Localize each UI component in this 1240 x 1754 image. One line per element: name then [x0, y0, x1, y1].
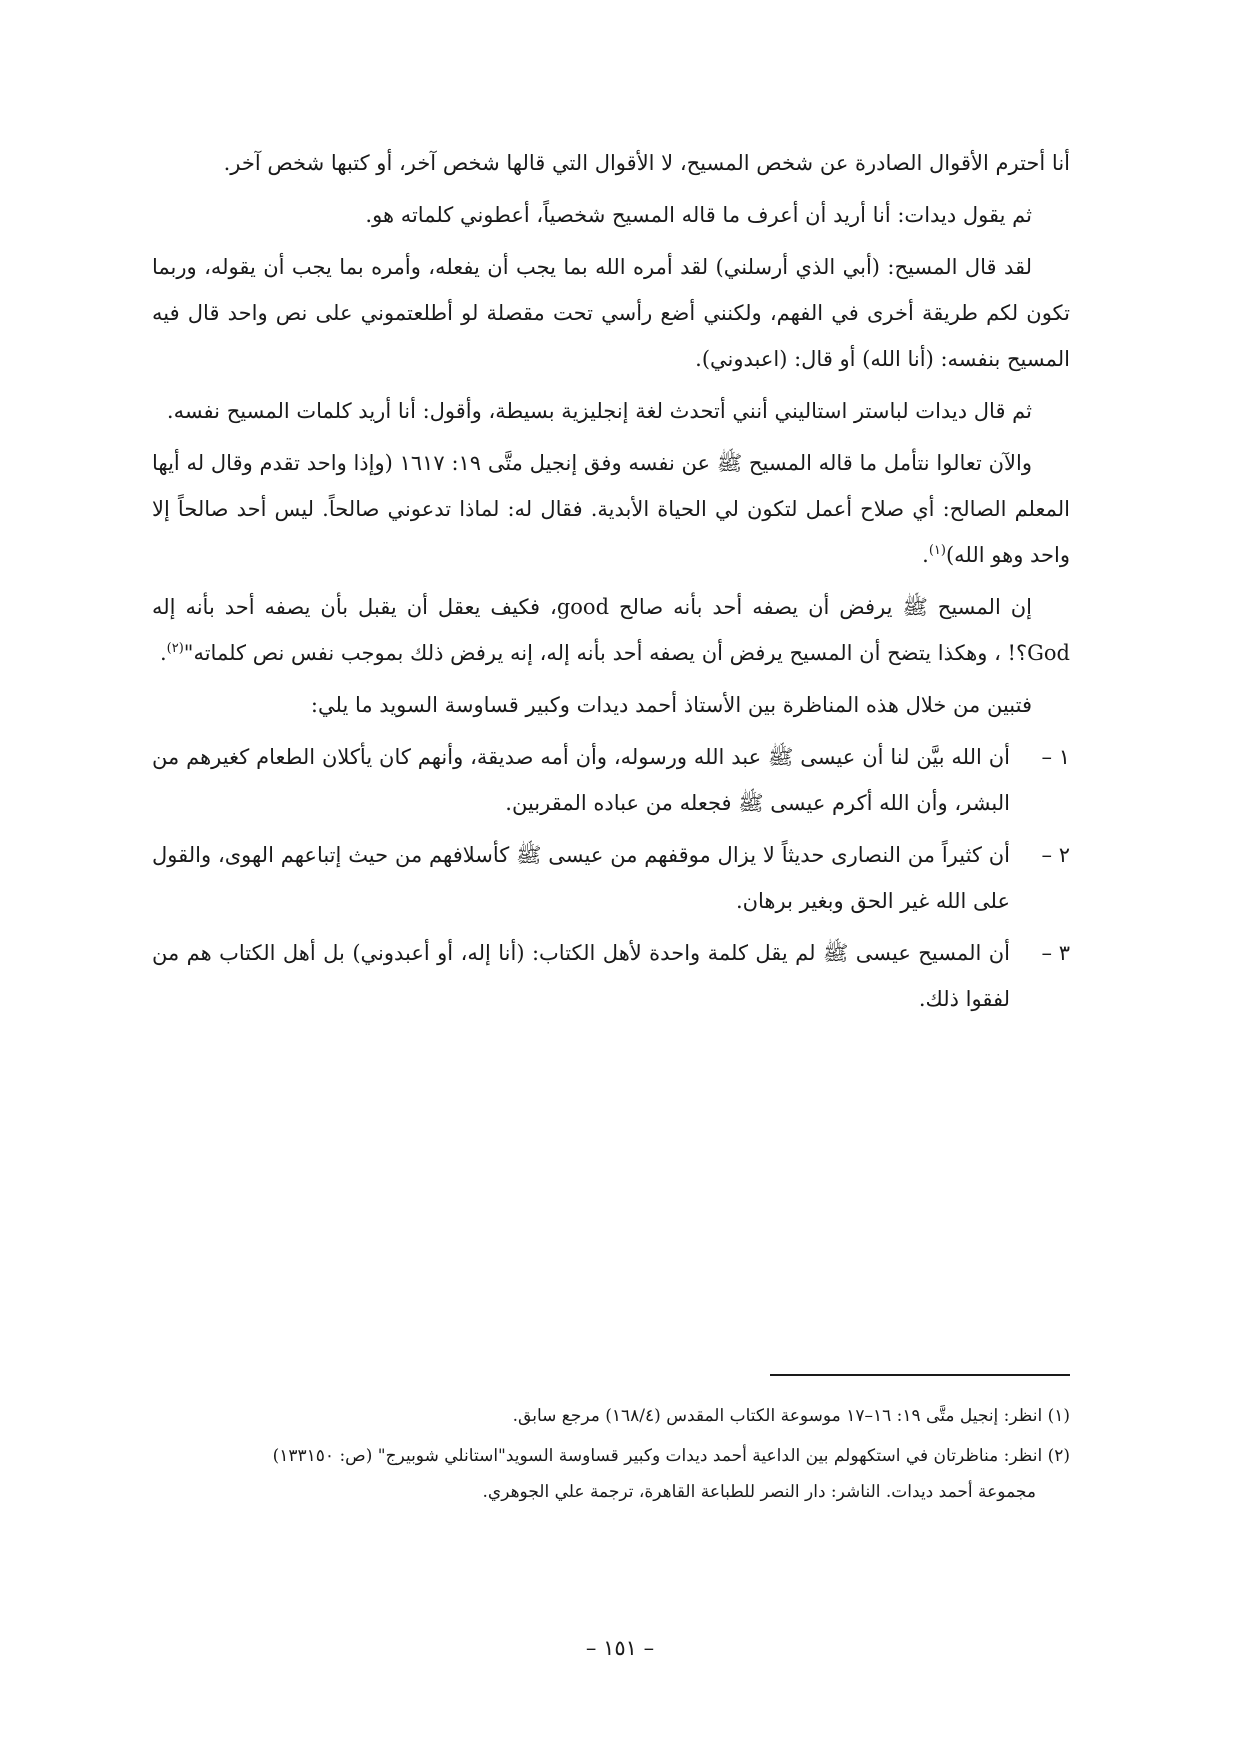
- paragraph: لقد قال المسيح: (أبي الذي أرسلني) لقد أمره الله بما يجب أن يفعله، وأمره بما يجب أن يقوله، وربما تكون لكم طريقة أخرى في الفهم، ولكنني أضع رأسي تحت مقصلة لو أطلعتموني على نص واحد قال فيه المسيح بنفسه: (أنا الله) أو قال: (اعبدوني).: [152, 255, 1071, 371]
- footnote-marker[interactable]: (٢): [166, 641, 184, 656]
- list-item: [152, 930, 1070, 1022]
- footnote: (١) انظر: إنجيل متَّى ١٩: ١٦–١٧ موسوعة الكتاب المقدس (١٦٨/٤) مرجع سابق.: [512, 1406, 1070, 1426]
- paragraph: ثم قال ديدات لباستر استاليني أنني أتحدث لغة إنجليزية بسيطة، وأقول: أنا أريد كلمات المسيح نفسه.: [166, 399, 1032, 423]
- page-body: [152, 140, 1070, 1028]
- page-number: – ١٥١ –: [585, 1636, 655, 1660]
- list-item-text: أن المسيح عيسى ﷺ لم يقل كلمة واحدة لأهل الكتاب: (أنا إله، أو أعبدوني) بل أهل الكتاب هم من لفقوا ذلك.: [152, 941, 1010, 1011]
- paragraph: إن المسيح ﷺ يرفض أن يصفه أحد بأنه صالح good، فكيف يعقل أن يقبل بأن يصفه أحد بأنه إله God؟! ، وهكذا يتضح أن المسيح يرفض أن يصفه أحد بأنه إله، إنه يرفض ذلك بموجب نفس نص كلماته"$^{(٢)}$.: [152, 595, 1070, 665]
- list-number: ١ –: [1041, 745, 1070, 769]
- paragraph-text: إن المسيح ﷺ يرفض أن يصفه أحد بأنه صالح good، فكيف يعقل أن يقبل بأن يصفه أحد بأنه إله God؟! ، وهكذا يتضح أن المسيح يرفض أن يصفه أحد بأنه إله، إنه يرفض ذلك بموجب نفس نص كلماته": [152, 595, 1070, 665]
- footnote-divider: [770, 1374, 1070, 1376]
- numbered-list: [152, 734, 1070, 1022]
- footnote-text: (٢) انظر: مناظرتان في استكهولم بين الداعية أحمد ديدات وكبير قساوسة السويد"استانلي شوبيرج" (ص: ١٣٣١٥٠): [272, 1446, 1070, 1466]
- list-item-text: أن كثيراً من النصارى حديثاً لا يزال موقفهم من عيسى ﷺ كأسلافهم من حيث إتباعهم الهوى، والقول على الله غير الحق وبغير برهان.: [152, 843, 1010, 913]
- list-item: [152, 832, 1070, 924]
- list-number: ٣ –: [1041, 941, 1070, 965]
- footnotes: [152, 1374, 1070, 1514]
- paragraph: فتبين من خلال هذه المناظرة بين الأستاذ أحمد ديدات وكبير قساوسة السويد ما يلي:: [310, 693, 1032, 717]
- list-number: ٢ –: [1041, 843, 1070, 867]
- paragraph-text: والآن تعالوا نتأمل ما قاله المسيح ﷺ عن نفسه وفق إنجيل متَّى ١٩: ١٦١٧ (وإذا واحد تقدم وقال له أيها المعلم الصالح: أي صلاح أعمل لتكون لي الحياة الأبدية. فقال له: لماذا تدعوني صالحاً. ليس أحد صالحاً إلا واحد وهو الله): [152, 451, 1070, 567]
- paragraph: والآن تعالوا نتأمل ما قاله المسيح ﷺ عن نفسه وفق إنجيل متَّى ١٩: ١٦١٧ (وإذا واحد تقدم وقال له أيها المعلم الصالح: أي صلاح أعمل لتكون لي الحياة الأبدية. فقال له: لماذا تدعوني صالحاً. ليس أحد صالحاً إلا واحد وهو الله)$^{(١)}$.: [152, 451, 1070, 567]
- list-item-text: أن الله بيَّن لنا أن عيسى ﷺ عبد الله ورسوله، وأن أمه صديقة، وأنهم كان يأكلان الطعام كغيرهم من البشر، وأن الله أكرم عيسى ﷺ فجعله من عباده المقربين.: [152, 745, 1010, 815]
- footnote-marker[interactable]: (١): [928, 543, 946, 558]
- list-item: [152, 734, 1070, 826]
- footnote: [152, 1438, 1070, 1510]
- paragraph: ثم يقول ديدات: أنا أريد أن أعرف ما قاله المسيح شخصياً، أعطوني كلماته هو.: [365, 203, 1032, 227]
- paragraph: أنا أحترم الأقوال الصادرة عن شخص المسيح، لا الأقوال التي قالها شخص آخر، أو كتبها شخص آخر.: [223, 151, 1070, 175]
- footnote-continuation: مجموعة أحمد ديدات. الناشر: دار النصر للطباعة القاهرة، ترجمة علي الجوهري.: [482, 1482, 1036, 1502]
